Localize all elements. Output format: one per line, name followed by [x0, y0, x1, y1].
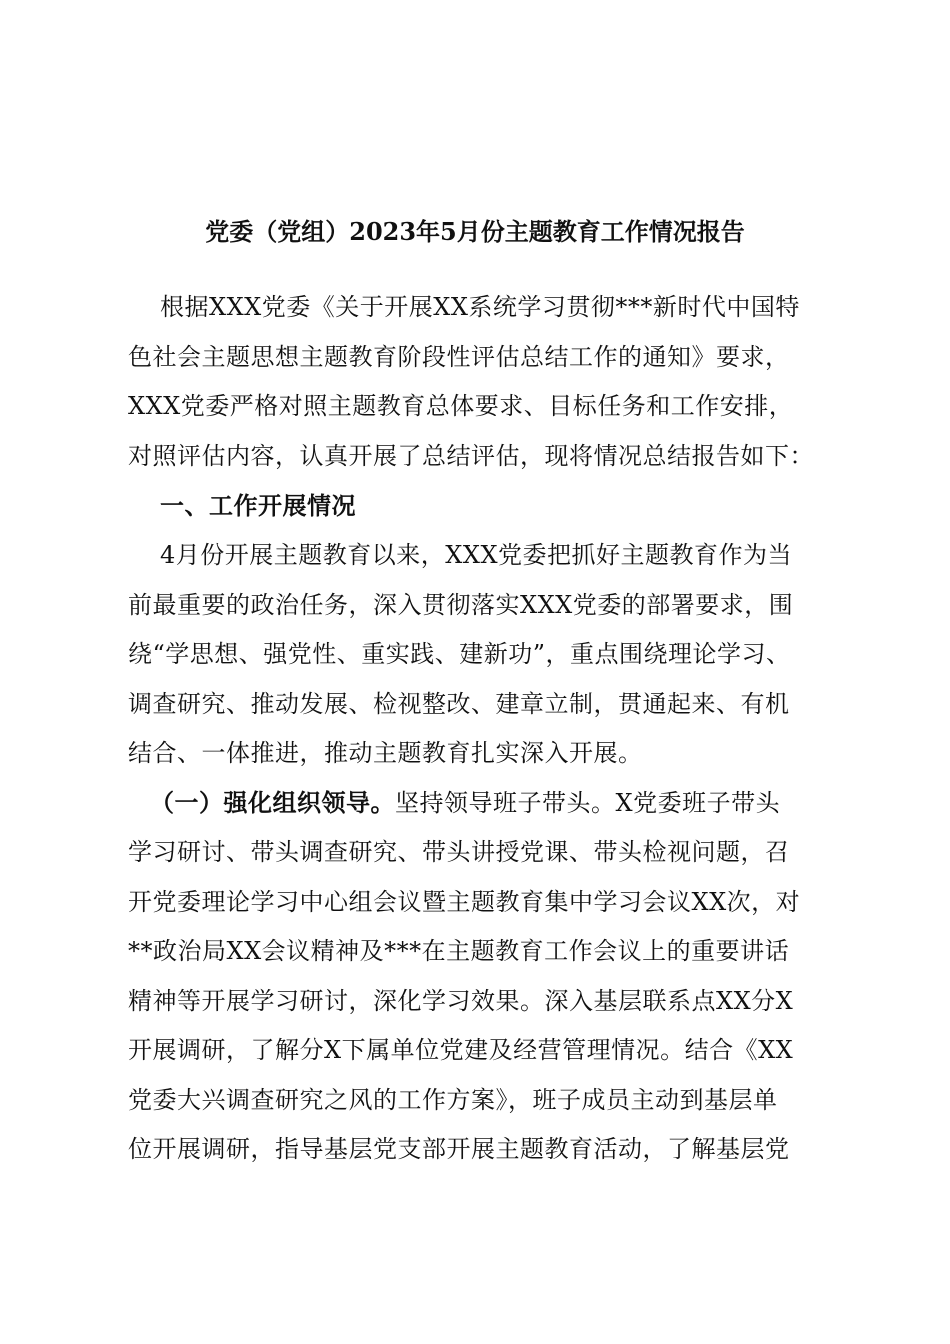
- section1-line-2: 前最重要的政治任务，深入贯彻落实XXX党委的部署要求，围: [128, 591, 794, 619]
- section-heading: 一、工作开展情况: [160, 491, 356, 520]
- subsection-line-4: 精神等开展学习研讨，深化学习效果。深入基层联系点XX分X: [128, 987, 794, 1015]
- intro-line-3: XXX党委严格对照主题教育总体要求、目标任务和工作安排，: [128, 392, 794, 420]
- subsection-line-1: 学习研讨、带头调查研究、带头讲授党课、带头检视问题，召: [128, 838, 790, 866]
- section1-line-4: 调查研究、推动发展、检视整改、建章立制，贯通起来、有机: [128, 690, 790, 718]
- section1-line-1: 4月份开展主题教育以来，XXX党委把抓好主题教育作为当: [160, 541, 793, 569]
- subsection-first-line: [150, 783, 780, 823]
- section1-line-3: 绕“学思想、强党性、重实践、建新功”，重点围绕理论学习、: [128, 640, 791, 668]
- subsection-heading: （一）强化组织领导。: [150, 788, 395, 817]
- subsection-line-3: **政治局XX会议精神及***在主题教育工作会议上的重要讲话: [128, 937, 790, 965]
- subsection-line-7: 位开展调研，指导基层党支部开展主题教育活动，了解基层党: [128, 1135, 790, 1163]
- document-title: 党委（党组）2023年5月份主题教育工作情况报告: [205, 217, 745, 246]
- subsection-line-2: 开党委理论学习中心组会议暨主题教育集中学习会议XX次，对: [128, 888, 801, 916]
- subsection-line-5: 开展调研，了解分X下属单位党建及经营管理情况。结合《XX: [128, 1036, 794, 1064]
- intro-line-2: 色社会主题思想主题教育阶段性评估总结工作的通知》要求，: [128, 343, 790, 371]
- intro-line-4: 对照评估内容，认真开展了总结评估，现将情况总结报告如下：: [128, 442, 814, 470]
- section1-line-5: 结合、一体推进，推动主题教育扎实深入开展。: [128, 739, 643, 767]
- intro-line-1: 根据XXX党委《关于开展XX系统学习贯彻***新时代中国特: [160, 293, 800, 321]
- subsection-first-line-text: 坚持领导班子带头。X党委班子带头: [395, 789, 781, 817]
- subsection-line-6: 党委大兴调查研究之风的工作方案》，班子成员主动到基层单: [128, 1086, 778, 1114]
